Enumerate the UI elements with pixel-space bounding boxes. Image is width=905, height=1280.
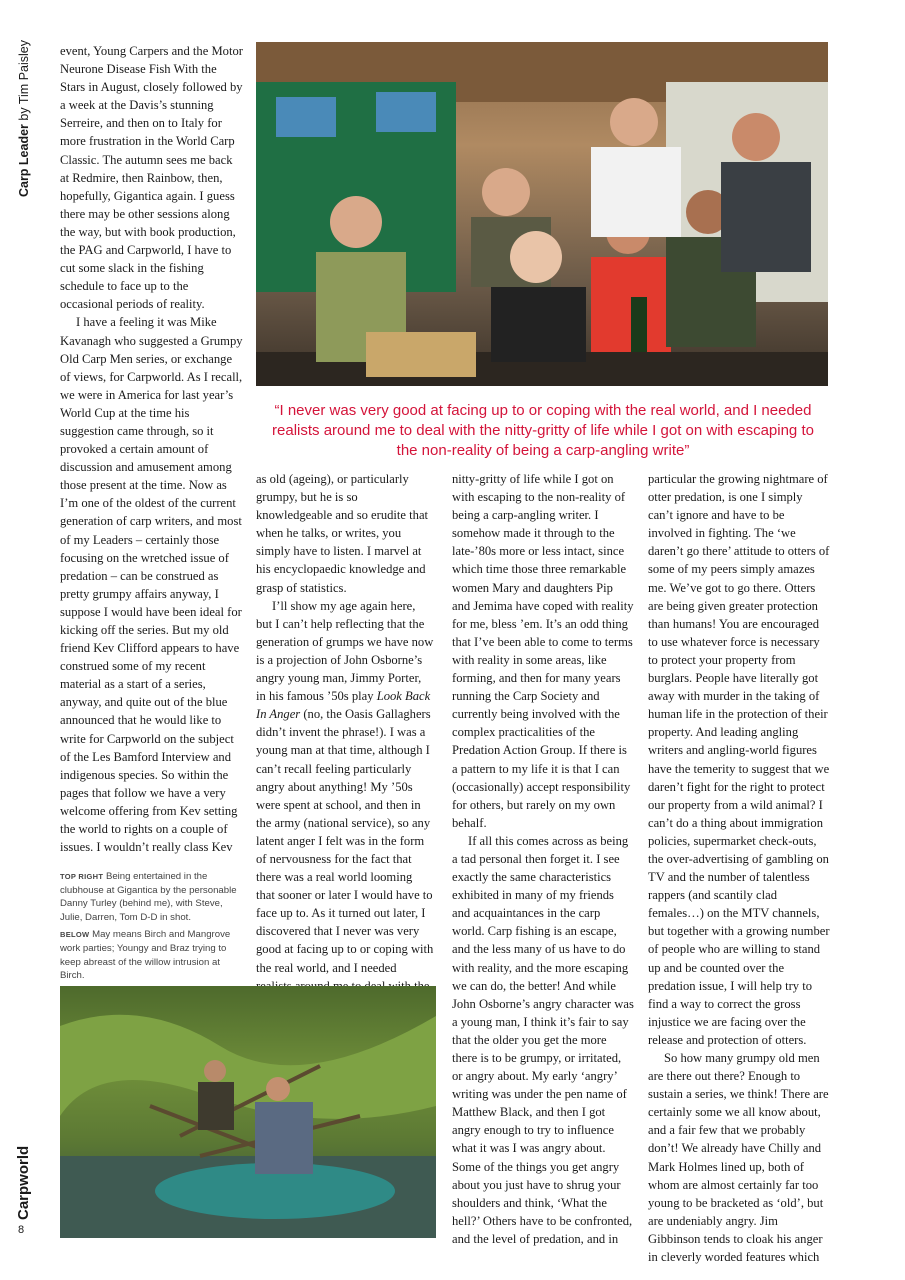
person-head [732,113,780,161]
basket [366,332,476,377]
article-column-1 [60,42,244,855]
bottle [631,297,647,352]
poster-photo [276,97,336,137]
person-body [591,147,681,237]
clubhouse-photo [256,42,828,386]
caption-text: Being entertained in the clubhouse at Gigantica by the personable Danny Turley (behind me), with Steve, Julie, Darren, Tom D-D in shot. [60,871,237,923]
person-head [482,168,530,216]
paragraph: I have a feeling it was Mike Kavanagh who suggested a Grumpy Old Carp Men series, or exchange of views, for Carpworld. As I recall, we were in America for last year’s World Cup at the time his suggestion came through, so it provoked a certain amount of discussion and amusement among those present at the time. Now as I’m one of the oldest of the current generation of carp writers, and most of my Leaders – certainly those focusing on the wretched issue of predation – can be construed as pretty grumpy affairs anyway, I suppose I would have been ideal for kicking off the series. But my old friend Kev Clifford appears to have construed some of my recent material as a start of a series, anyway, and quite out of the blue announced that he would like to write for Carpworld on the subject of the Les Bamford Interview and indigenous species. So within the pages that follow we have a very welcome offering from Kev setting the world to rights on a couple of issues. I wouldn’t really class Kev [60,315,243,855]
page-number: 8 [18,1224,25,1236]
man-body [198,1082,234,1130]
byline: by Tim Paisley [17,40,31,121]
person-head [610,98,658,146]
man-body [255,1102,313,1174]
person-body [721,162,811,272]
article-column-3 [452,470,634,1246]
caption-text: May means Birch and Mangrove work parties; Youngy and Braz trying to keep abreast of the willow intrusion at Birch. [60,929,231,982]
paragraph: So how many grumpy old men are there out there? Enough to sustain a series, we think! There are certainly some we all know about, and a fair few that we probably don’t! We already have Chilly and Mark Holmes lined up, both of whom are almost certainly far too young to be bracketed as ‘old’, but are undeniably angry. Jim Gibbinson tends to cloak his anger in cleverly worded features which [648,1051,829,1265]
caption-top [60,870,244,924]
paragraph: If all this comes across as being a tad personal then forget it. I see exactly the same characteristics exhibited in many of my friends and acquaintances in the carp world. Carp fishing is an escape, and the less many of us have to do with reality, and the more escaping we can do, the better! And while John Osborne’s angry character was a young man, I think it’s fair to say that the older you get the more there is to be grumpy, or irritated, or angry about. My early ‘angry’ writing was under the pen name of Matthew Black, and then I got angry enough to try to influence what it was I was angry about. Some of the things you get angry about you just have to shrug your shoulders and think, ‘What the hell?’ Others have to be confronted, and the level of predation, and in [452,833,634,1246]
play-title: Look Back In Anger [256,689,431,722]
paragraph: nitty-gritty of life while I got on with escaping to the non-reality of being a carp-angling writer. I somehow made it through to the late-’80s more or less intact, since which time those three remarkable women Mary and daughters Pip and Jemima have coped with reality for me, bless ’em. It’s an odd thing that I’ve been able to come to terms with reality in some areas, like forming, and then for many years running the Carp Society and currently being involved with the complex practicalities of the Predation Action Group. If there is a pattern to my life it is that I can (occasionally) accept responsibility for others, but rarely on my own behalf. [452,472,634,830]
photo-captions [60,870,244,987]
person-body [491,287,586,362]
text-run: I’ll show my age again here, but I can’t help reflecting that the generation of grumps we have now is a projection of John Osborne’s angry young man, Jimmy Porter, in his famous ’50s play [256,598,434,704]
magazine-brand [14,1145,34,1220]
article-column-4 [648,470,830,1265]
caption-below [60,928,244,982]
brand-name: Carpworld [15,1145,32,1220]
caption-label: BELOW [60,930,90,940]
pull-quote: “I never was very good at facing up to or coping with the real world, and I needed realists around me to deal with the nitty-gritty of life while I got on with escaping to the non-reality of being a carp-angling write” [272,402,814,459]
paragraph [256,597,434,995]
caption-label: TOP RIGHT [60,872,104,881]
paragraph: particular the growing nightmare of otter predation, is one I simply can’t ignore and have to be involved in fighting. The ‘we daren’t go there’ attitude to otters of some of my peers simply amazes me. We’ve got to go there. Otters are being given greater protection than humans! You are encouraged to use whatever force is necessary to protect your property from burglars. People have literally got away with murder in the taking of human life in the protection of their property. And leading angling writers and angling-world figures have the temerity to suggest that we daren’t fight for the right to protect our property from a wild animal? I can’t do a thing about immigration policies, supermarket check-outs, the over-advertising of gambling on TV and the number of talentless rappers (and scantily clad females…) on the MTV channels, but together with a growing number of people who are willing to stand up and be counted over the predation issue, I will help try to find a way to correct the gross injustice we are facing over the release and protection of otters. [648,472,830,1047]
article-column-2 [256,470,434,974]
willow-work-party-photo [60,986,436,1238]
man-head [266,1077,290,1101]
paragraph: event, Young Carpers and the Motor Neurone Disease Fish With the Stars in August, closely followed by a week at the Davis’s stunning Serreire, and then on to Italy for more frustration in the World Carp Classic. The autumn sees me back at Redmire, then Rainbow, then, hopefully, Gigantica again. I guess there may be other sessions along the way, but with book production, the PAG and Carpworld, I have to cut some slack in the fishing schedule to face up to the occasional periods of reality. [60,44,243,312]
man-head [204,1060,226,1082]
running-header [16,40,32,210]
person-head [510,231,562,283]
text-run: (no, the Oasis Gallaghers didn’t invent the phrase!). I was a young man at that time, although I can’t recall feeling particularly angry about anything! My ’50s were spent at school, and then in the army (national service), so any latent anger I felt was in the form of nervousness for the fact that there was a real world looming that sooner or later I would have to face up to. As it turned out later, I discovered that I never was very good at facing up to or coping with the real world, and I needed [256,707,434,975]
paragraph: as old (ageing), or particularly grumpy, but he is so knowledgeable and so erudite that when he talks, or writes, you simply have to listen. I marvel at his encyclopaedic knowledge and grasp of statistics. [256,472,429,595]
poster-photo [376,92,436,132]
person-head [330,196,382,248]
clubhouse-photo-illustration [256,42,828,386]
series-title: Carp Leader [17,124,31,198]
willow-photo-illustration [60,986,436,1238]
